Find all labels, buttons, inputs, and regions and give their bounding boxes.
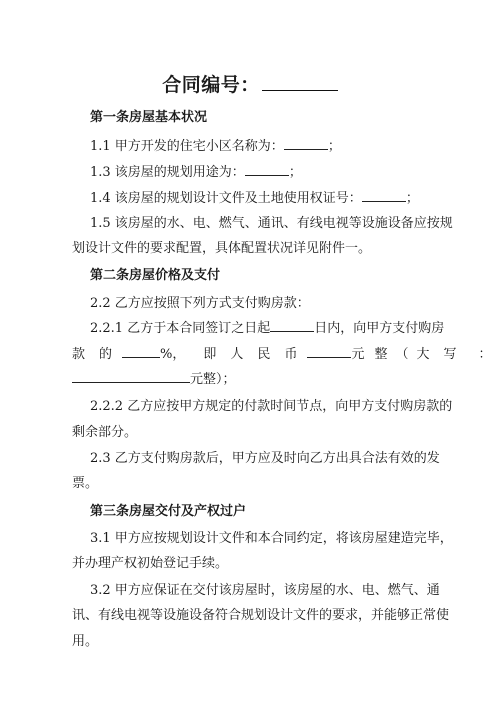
item-3-2-line1: 3.2 甲方应保证在交付该房屋时，该房屋的水、电、燃气、通 (90, 583, 440, 598)
colon: ： (478, 347, 492, 362)
item-3-2-line2: 讯、有线电视等设施设备符合规划设计文件的要求，并能够正常使 (72, 608, 450, 623)
item-1-4-blank[interactable] (362, 189, 406, 202)
item-1-3-blank[interactable] (245, 163, 289, 176)
item-2-2-1-percent-blank[interactable] (122, 345, 160, 358)
left-paren: （ (395, 347, 409, 362)
item-2-2-1-line1 (90, 317, 444, 336)
item-3-2-line3: 用。 (72, 634, 99, 649)
section1-heading: 第一条房屋基本状况 (90, 110, 208, 125)
word-ji: 即 (203, 347, 217, 362)
word-kuan: 款 (72, 347, 86, 362)
item-1-3-text: 1.3 该房屋的规划用途为： (90, 165, 245, 180)
item-2-2-1-text-a: 2.2.1 乙方于本合同签订之日起 (90, 321, 271, 336)
word-da: 大 (416, 347, 430, 362)
word-min: 民 (257, 347, 271, 362)
item-1-5-line1: 1.5 该房屋的水、电、燃气、通讯、有线电视等设施设备应按规 (90, 216, 453, 231)
word-ren: 人 (230, 347, 244, 362)
contract-number-blank[interactable] (262, 76, 338, 91)
contract-number-label: 合同编号： (162, 74, 260, 96)
item-1-1-blank[interactable] (284, 137, 328, 150)
item-1-4-end: ； (405, 191, 419, 206)
percent-sign: %， (160, 347, 186, 362)
item-1-4 (90, 187, 419, 206)
item-2-3-line2: 票。 (72, 476, 99, 491)
item-1-1 (90, 135, 341, 154)
item-1-4-text: 1.4 该房屋的规划设计文件及土地使用权证号： (90, 191, 362, 206)
item-2-2: 2.2 乙方应按照下列方式支付购房款： (90, 296, 310, 311)
item-2-2-1-line2 (72, 343, 492, 362)
word-zheng: 整 (374, 347, 388, 362)
item-2-3-line1: 2.3 乙方支付购房款后，甲方应及时向乙方出具合法有效的发 (90, 451, 440, 466)
item-1-1-text: 1.1 甲方开发的住宅小区名称为： (90, 139, 284, 154)
item-1-5-line2: 划设计文件的要求配置，具体配置状况详见附件一。 (72, 241, 372, 256)
item-1-3-end: ； (288, 165, 302, 180)
word-yuan: 元 (351, 347, 365, 362)
word-bi: 币 (284, 347, 298, 362)
item-2-2-2-line2: 剩余部分。 (72, 425, 138, 440)
contract-number-title (0, 70, 500, 97)
item-1-1-end: ； (327, 139, 341, 154)
word-de: 的 (99, 347, 113, 362)
item-2-2-1-amount-blank[interactable] (307, 345, 351, 358)
item-2-2-1-text-b: 日内，向甲方支付购房 (314, 321, 445, 336)
item-2-2-2-line1: 2.2.2 乙方应按甲方规定的付款时间节点，向甲方支付购房款的 (90, 399, 453, 414)
item-1-3 (90, 161, 302, 180)
item-3-1-line2: 并办理产权初始登记手续。 (72, 556, 229, 571)
item-2-2-1-text-d: 元整）； (190, 372, 236, 387)
item-2-2-1-days-blank[interactable] (270, 319, 314, 332)
item-2-2-1-capital-blank[interactable] (72, 370, 190, 383)
section2-heading: 第二条房屋价格及支付 (90, 268, 221, 283)
item-2-2-1-line3 (72, 368, 236, 387)
item-3-1-line1: 3.1 甲方应按规划设计文件和本合同约定，将该房屋建造完毕， (90, 531, 453, 546)
section3-heading: 第三条房屋交付及产权过户 (90, 504, 247, 519)
word-xie: 写 (443, 347, 457, 362)
